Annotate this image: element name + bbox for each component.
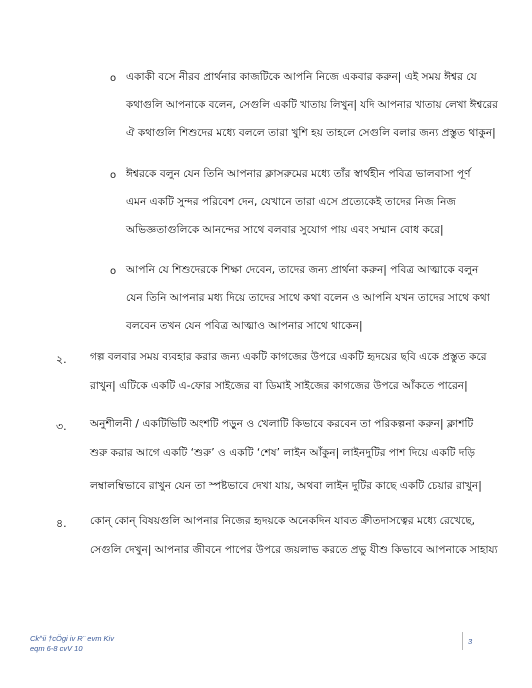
item-2-line-1: গল্প বলবার সময় ব্যবহার করার জন্য একটি কাগজের উপরে একটি হৃদয়ের ছবি একে প্রস্তুত করে — [90, 351, 487, 363]
sub-item-2-line-1: ঈশ্বরকে বলুন যেন তিনি আপনার ক্লাসরুমের মধ্যে তাঁর স্বার্থহীন পবিত্র ভালবাসা পূর্ণ — [126, 168, 471, 180]
sub-item-3-line-1: আপনি যে শিশুদেরকে শিক্ষা দেবেন, তাদের জন্য প্রার্থনা করুন| পবিত্র আত্মাকে বলুন — [126, 264, 479, 276]
item-2-line-2: রাখুন| এটিকে একটি এ-ফোর সাইজের বা ডিমাই সাইজের কাগজের উপরে আঁকতে পারেন| — [90, 380, 468, 392]
sub-item-1-line-3: ঐ কথাগুলি শিশুদের মধ্যে বললে তারা খুশি হয় তাহলে সেগুলি বলার জন্য প্রস্তুত থাকুন| — [126, 127, 496, 139]
item-3-line-2: শুরু করার আগে একটি ‘শুরু’ ও একটি ‘শেষ’ লাইন আঁকুন| লাইনদুটির পাশ দিয়ে একটি দড়ি — [90, 447, 476, 459]
sub-item-1-line-2: কথাগুলি আপনাকে বলেন, সেগুলি একটি খাতায় লিখুন| যদি আপনার খাতায় লেখা ঈশ্বরের — [126, 99, 498, 111]
footer-title: Ck^ii †cÖgi iv R¨ evm Kiv — [30, 634, 114, 643]
sub-bullet-marker: o — [110, 73, 117, 84]
sub-item-2-line-3: অভিজ্ঞতাগুলিকে আনন্দের সাথে বলবার সুযোগ পায় এবং সম্মান বোধ করে| — [126, 224, 444, 236]
footer-divider — [462, 632, 463, 650]
sub-item-3-line-3: বলবেন তখন যেন পবিত্র আত্মাও আপনার সাথে থাকেন| — [126, 320, 363, 332]
footer-subtitle: eqm 6-8 cvV 10 — [30, 644, 83, 653]
page-number: 3 — [468, 637, 473, 646]
sub-bullet-marker: o — [110, 266, 117, 277]
sub-item-3-line-2: যেন তিনি আপনার মধ্য দিয়ে তাদের সাথে কথা বলেন ও আপনি যখন তাদের সাথে কথা — [126, 292, 490, 304]
list-number: ২. — [56, 353, 67, 366]
sub-item-2-line-2: এমন একটি সুন্দর পরিবেশ দেন, যেখানে তারা এসে প্রত্যেকেই তাদের নিজ নিজ — [126, 196, 456, 208]
list-number: ৪. — [56, 517, 67, 530]
item-4-line-2: সেগুলি দেখুন| আপনার জীবনে পাপের উপরে জয়লাভ করতে প্রভু যীশু কিভাবে আপনাকে সাহায্য — [90, 544, 498, 556]
list-number: ৩. — [56, 420, 67, 433]
item-3-line-1: অনুশীলনী / একটিভিটি অংশটি পড়ুন ও খেলাটি কিভাবে করবেন তা পরিকল্পনা করুন| ক্লাশটি — [90, 418, 474, 430]
item-4-line-1: কোন্ কোন্ বিষয়গুলি আপনার নিজের হৃদয়কে অনেকদিন যাবত ক্রীতদাসত্বের মধ্যে রেখেছে, — [90, 515, 476, 527]
item-3-line-3: লম্বালম্বিভাবে রাখুন যেন তা স্পষ্টভাবে দেখা যায়, অথবা লাইন দুটির কাছে একটি চেয়ার রাখুন| — [90, 480, 482, 492]
sub-item-1-line-1: একাকী বসে নীরব প্রার্থনার কাজটিকে আপনি নিজে একবার করুন| এই সময় ঈশ্বর যে — [126, 71, 477, 83]
sub-bullet-marker: o — [110, 170, 117, 181]
